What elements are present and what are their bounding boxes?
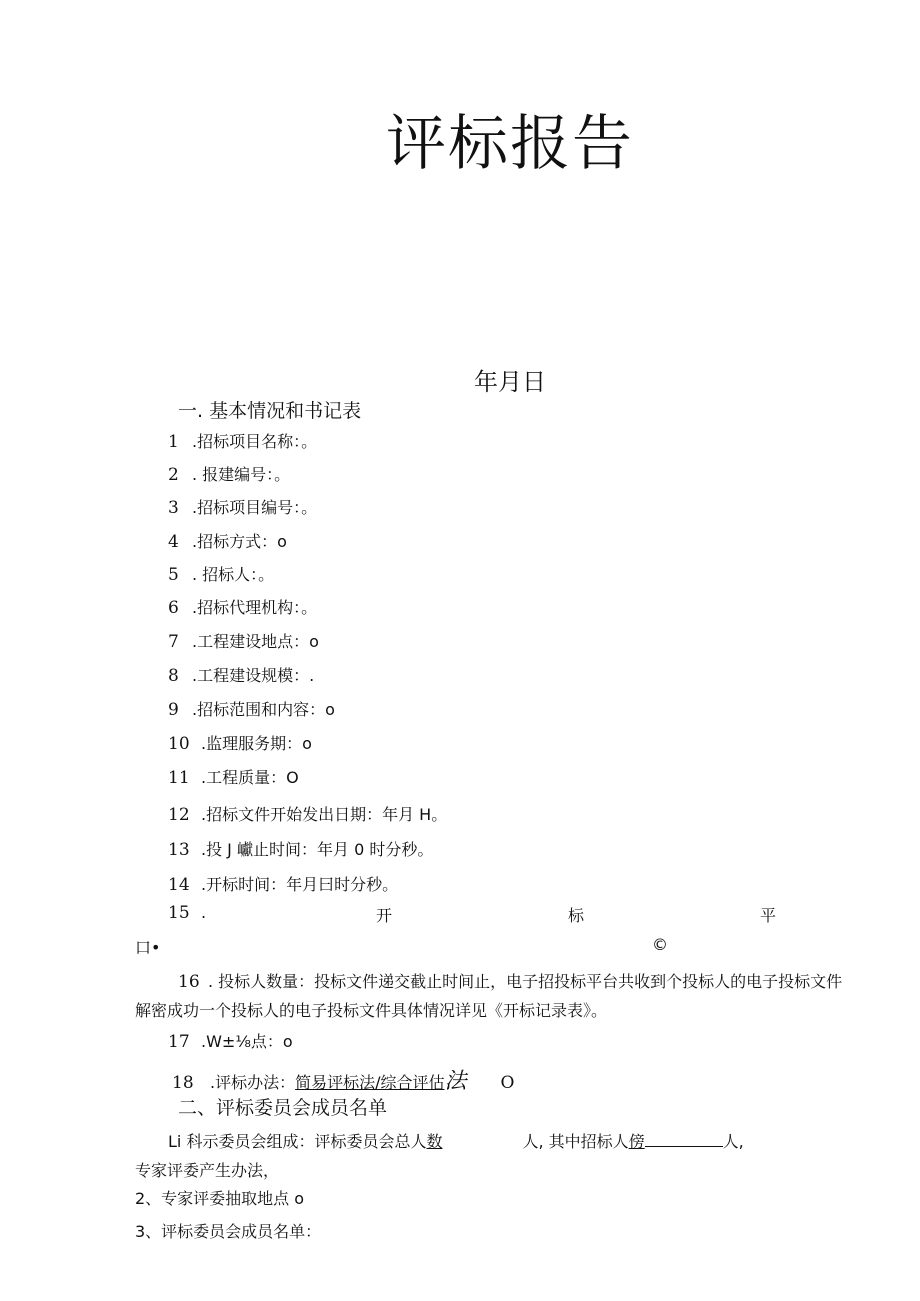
item16-line2: 解密成功一个投标人的电子投标文件具体情况详见《开标记录表》。	[135, 1001, 608, 1020]
item-text: .招标文件开始发出日期：年月 H。	[201, 805, 448, 824]
list-item	[168, 495, 317, 518]
list-item	[168, 595, 317, 618]
list-item-18	[172, 1064, 514, 1095]
list-item	[168, 837, 433, 860]
item-number: 11	[168, 768, 190, 788]
composition-ul-word2: 傍	[628, 1132, 645, 1151]
item-text: .招标代理机构：。	[192, 598, 318, 617]
item-text: . 投标人数量：投标文件递交截止时间止，电子招投标平台共收到个投标人的电子投标文件	[208, 972, 843, 991]
item-text: .招标项目名称：。	[192, 432, 318, 451]
item-text: .监理服务期：o	[201, 734, 312, 753]
composition-suffix: 人,	[722, 1132, 744, 1151]
composition-middle: 人, 其中招标人	[522, 1132, 629, 1151]
item-number: 4	[168, 532, 179, 552]
item-number: 1	[168, 432, 179, 452]
item15-word-2: 标	[568, 906, 585, 925]
item15-line2-left: 口•	[135, 938, 161, 957]
list-item	[168, 429, 317, 452]
expert-method-line: 专家评委产生办法，	[135, 1161, 280, 1180]
evaluation-method-tail: 法	[444, 1069, 467, 1094]
item-text: .招标方式：o	[192, 532, 287, 551]
list-item	[168, 697, 335, 720]
list-item	[168, 629, 319, 652]
section2-heading: 二、评标委员会成员名单	[178, 1097, 388, 1119]
list-item	[168, 802, 447, 825]
item-number: 6	[168, 598, 179, 618]
composition-prefix: Li 科示委员会组成：评标委员会总人	[168, 1132, 427, 1151]
item-number: 17	[168, 1032, 190, 1052]
item-text: .工程建设规模：.	[192, 666, 315, 685]
item-number: 13	[168, 840, 190, 860]
date-line: 年月日	[474, 368, 546, 396]
composition-ul-word: 数	[426, 1132, 443, 1151]
item-text: .W±⅛点：o	[201, 1032, 293, 1051]
item-text: .工程质量：O	[201, 768, 299, 787]
item-text: .开标时间：年月曰时分秒。	[201, 875, 399, 894]
item-number: 8	[168, 666, 179, 686]
item-number: 12	[168, 805, 190, 825]
committee-composition-line	[168, 1129, 744, 1152]
item-text: . 招标人：。	[192, 565, 275, 584]
evaluation-method: 简易评标法/综合评估	[295, 1073, 445, 1092]
item-number: 5	[168, 565, 179, 585]
item-number: 16	[178, 972, 200, 992]
blank-line	[645, 1130, 723, 1147]
item-number: 14	[168, 875, 190, 895]
item-number: 15	[168, 903, 190, 923]
item-dot: .	[201, 903, 207, 922]
item-text: .招标范围和内容：o	[192, 700, 335, 719]
list-item-15	[168, 903, 206, 923]
list-item	[168, 529, 287, 552]
list-item	[168, 462, 290, 485]
list-item	[168, 562, 274, 585]
committee-list-line: 3、评标委员会成员名单：	[135, 1222, 322, 1241]
item-text: .招标项目编号：。	[192, 498, 318, 517]
list-item	[168, 765, 299, 788]
item-text: .投 J 巘止时间：年月 0 时分秒。	[201, 840, 434, 859]
list-item-17	[168, 1029, 293, 1052]
item-number: 18	[172, 1073, 194, 1093]
item-text: .工程建设地点：o	[192, 632, 319, 651]
item15-word-1: 开	[376, 906, 393, 925]
section1-heading: 一. 基本情况和书记表	[178, 400, 362, 422]
expert-location-line: 2、专家评委抽取地点 o	[135, 1189, 305, 1208]
item-number: 3	[168, 498, 179, 518]
item-prefix: .评标办法：	[210, 1073, 296, 1092]
list-item	[168, 872, 398, 895]
list-item	[168, 663, 314, 686]
item-number: 9	[168, 700, 179, 720]
item-text: . 报建编号：。	[192, 465, 291, 484]
list-item	[168, 731, 312, 754]
item-number: 7	[168, 632, 179, 652]
item15-line2-right: ©	[652, 935, 668, 954]
document-title: 评标报告	[386, 109, 634, 179]
item-suffix: O	[500, 1073, 515, 1093]
list-item-16	[178, 969, 842, 992]
item15-word-3: 平	[760, 906, 777, 925]
item-number: 2	[168, 465, 179, 485]
item-number: 10	[168, 734, 190, 754]
